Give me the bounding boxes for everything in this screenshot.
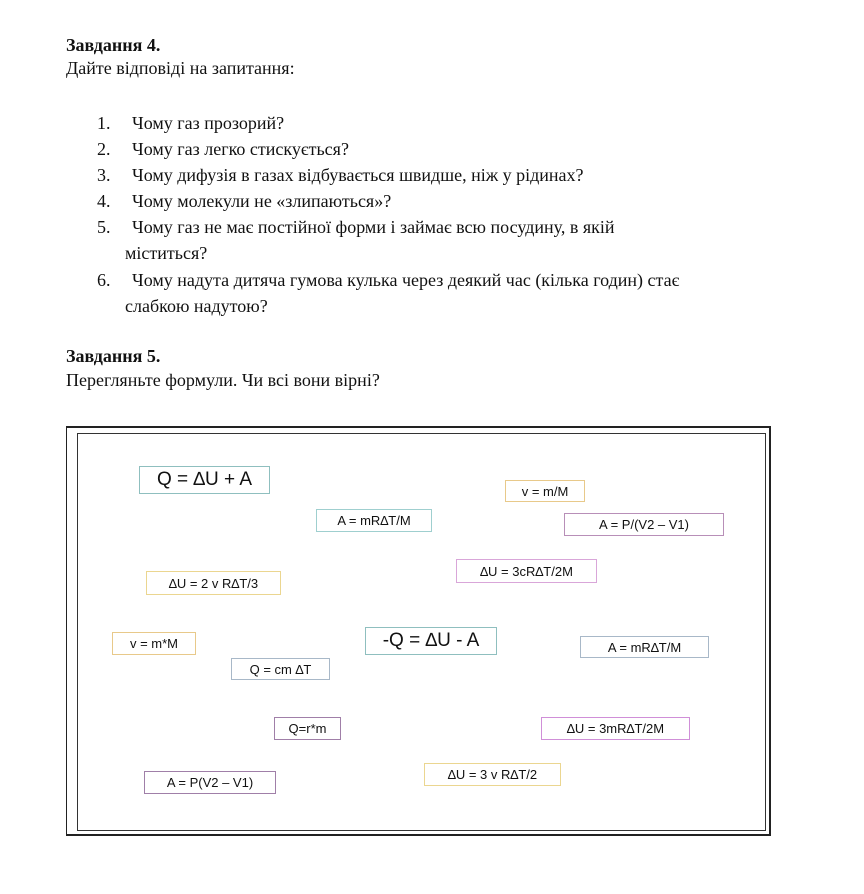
formula-box: ∆U = 3cR∆T/2M (456, 559, 597, 583)
question-number: 6. (97, 270, 111, 290)
task4-title: Завдання 4. (66, 35, 161, 55)
question-number: 2. (97, 139, 111, 159)
formula-box: A = mR∆T/M (580, 636, 709, 658)
formula-box: A = mR∆T/M (316, 509, 432, 532)
question-text-continuation: міститься? (125, 243, 208, 263)
formula-box: Q=r*m (274, 717, 341, 740)
formula-box: -Q = ∆U - A (365, 627, 497, 655)
formula-box: ∆U = 3 v R∆T/2 (424, 763, 561, 786)
formula-box: v = m*M (112, 632, 196, 655)
question-text: Чому дифузія в газах відбувається швидше, ніж у рідинах? (132, 165, 584, 185)
question-text: Чому молекули не «злипаються»? (132, 191, 392, 211)
formula-box: Q = cm ∆T (231, 658, 330, 680)
question-number: 1. (97, 113, 111, 133)
formula-box: ∆U = 2 v R∆T/3 (146, 571, 281, 595)
task5-instruction: Перегляньте формули. Чи всі вони вірні? (66, 370, 380, 390)
formula-box: A = P(V2 – V1) (144, 771, 276, 794)
question-text: Чому газ не має постійної форми і займає всю посудину, в якій (132, 217, 615, 237)
question-number: 5. (97, 217, 111, 237)
question-number: 3. (97, 165, 111, 185)
task4-instruction: Дайте відповіді на запитання: (66, 58, 295, 78)
formula-box: Q = ∆U + A (139, 466, 270, 494)
formula-box: v = m/M (505, 480, 585, 502)
question-text: Чому газ легко стискується? (132, 139, 349, 159)
question-text: Чому надута дитяча гумова кулька через деякий час (кілька годин) стає (132, 270, 680, 290)
task5-title: Завдання 5. (66, 346, 161, 366)
question-text-continuation: слабкою надутою? (125, 296, 268, 316)
question-text: Чому газ прозорий? (132, 113, 285, 133)
question-number: 4. (97, 191, 111, 211)
formula-box: A = P/(V2 – V1) (564, 513, 724, 536)
formula-box: ∆U = 3mR∆T/2M (541, 717, 690, 740)
